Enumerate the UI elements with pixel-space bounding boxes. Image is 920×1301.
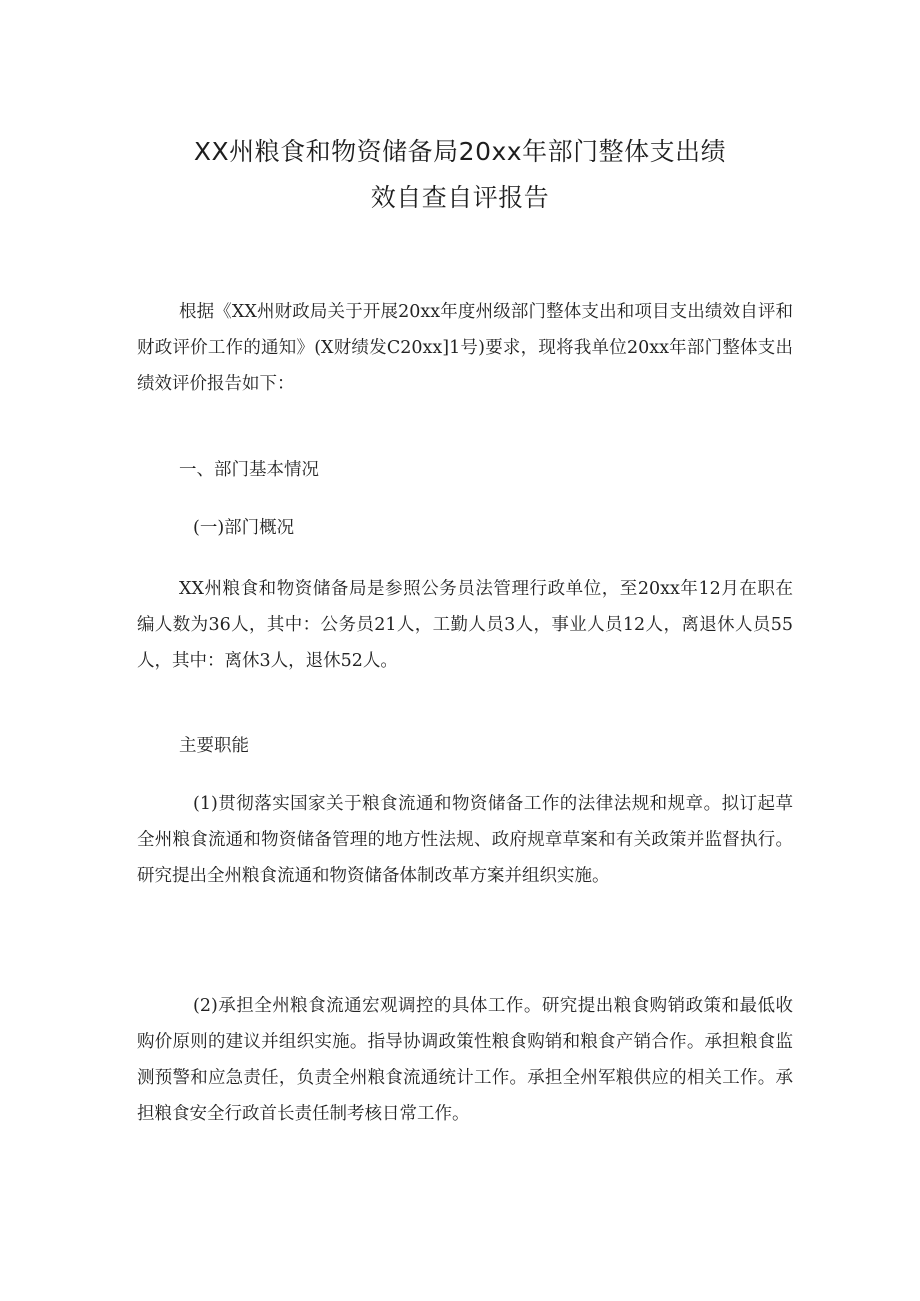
- intro-paragraph: 根据《XX州财政局关于开展20xx年度州级部门整体支出和项目支出绩效自评和财政评价工作的通知》(X财绩发C20xx]1号)要求，现将我单位20xx年部门整体支出绩效评价报告如下：: [137, 302, 793, 394]
- duty-item-1: (1)贯彻落实国家关于粮食流通和物资储备工作的法律法规和规章。拟订起草全州粮食流通和物资储备管理的地方性法规、政府规章草案和有关政策并监督执行。研究提出全州粮食流通和物资储备体制改革方案并组织实施。: [137, 794, 793, 886]
- duties-heading: 主要职能: [179, 736, 249, 756]
- document-title-line-1: XX州粮食和物资储备局20xx年部门整体支出绩: [193, 137, 727, 166]
- subsection-heading-overview: (一)部门概况: [193, 518, 295, 538]
- section-heading-basic-info: 一、部门基本情况: [179, 460, 319, 480]
- document-title-line-2: 效自查自评报告: [370, 183, 550, 212]
- duty-item-2: (2)承担全州粮食流通宏观调控的具体工作。研究提出粮食购销政策和最低收购价原则的建议并组织实施。指导协调政策性粮食购销和粮食产销合作。承担粮食监测预警和应急责任，负责全州粮食流通统计工作。承担全州军粮供应的相关工作。承担粮食安全行政首长责任制考核日常工作。: [137, 996, 793, 1124]
- overview-paragraph: XX州粮食和物资储备局是参照公务员法管理行政单位，至20xx年12月在职在编人数为36人，其中：公务员21人，工勤人员3人，事业人员12人，离退休人员55人，其中：离休3人，退休52人。: [137, 579, 793, 671]
